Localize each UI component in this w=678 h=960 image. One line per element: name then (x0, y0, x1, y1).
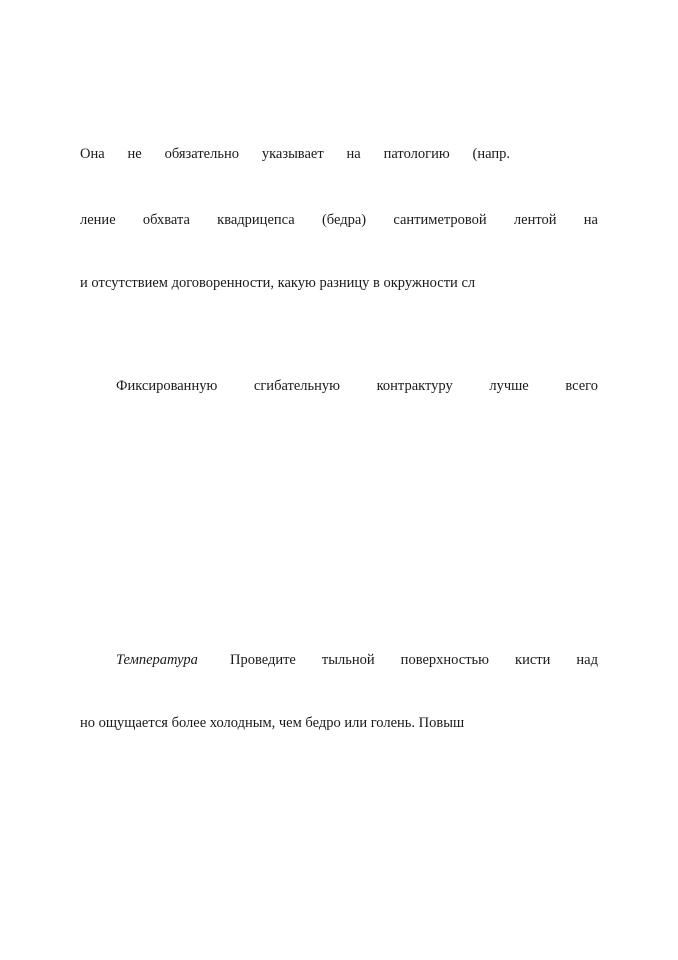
paragraph-contracture: Фиксированную сгибательную контрактуру лучше всего (116, 378, 598, 394)
temperature-text: Проведите тыльной поверхностью кисти над (229, 652, 598, 668)
text-line-2: ление обхвата квадрицепса (бедра) сантиметровой лентой на (80, 212, 598, 228)
text-line-1: Она не обязательно указывает на патологию (напр. (80, 146, 510, 162)
text-line-3: и отсутствием договоренности, какую разницу в окружности сл (80, 275, 476, 291)
text-line-last: но ощущается более холодным, чем бедро или голень. Повыш (80, 715, 465, 731)
temperature-heading: Температура (116, 652, 198, 668)
paragraph-temperature (116, 651, 598, 669)
